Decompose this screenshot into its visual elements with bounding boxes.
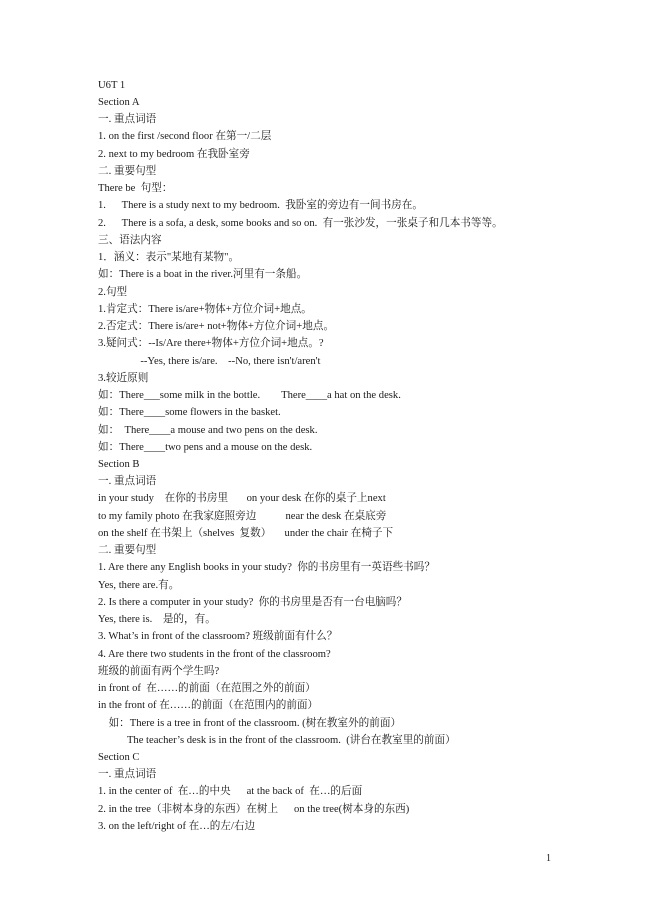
text-line: in your study 在你的书房里 on your desk 在你的桌子上next bbox=[98, 493, 386, 504]
text-line: 1. on the first /second floor 在第一/二层 bbox=[98, 131, 272, 142]
heading-grammar: 三、语法内容 bbox=[98, 235, 162, 246]
exercise-line: 如： There____a mouse and two pens on the desk. bbox=[98, 425, 318, 436]
section-c-heading: Section C bbox=[98, 752, 140, 763]
text-line: 如：There is a tree in front of the classroom. (树在教室外的前面） bbox=[98, 718, 402, 729]
text-line: 3.较近原则 bbox=[98, 373, 149, 384]
heading-key-words: 一. 重点词语 bbox=[98, 476, 157, 487]
page-number: 1 bbox=[546, 853, 551, 864]
text-line: to my family photo 在我家庭照旁边 near the desk 在桌底旁 bbox=[98, 511, 387, 522]
heading-key-sentences: 二. 重要句型 bbox=[98, 166, 157, 177]
text-line: 1. in the center of 在…的中央 at the back of 在…的后面 bbox=[98, 786, 363, 797]
text-line: 4. Are there two students in the front of the classroom? bbox=[98, 649, 331, 660]
heading-key-words: 一. 重点词语 bbox=[98, 114, 157, 125]
text-line: 3. What’s in front of the classroom? 班级前面有什么？ bbox=[98, 631, 338, 642]
text-line: --Yes, there is/are. --No, there isn't/aren't bbox=[98, 356, 321, 367]
text-line: 3. on the left/right of 在…的左/右边 bbox=[98, 821, 256, 832]
text-line: 班级的前面有两个学生吗? bbox=[98, 666, 220, 677]
text-line: 2. next to my bedroom 在我卧室旁 bbox=[98, 149, 250, 160]
section-b-heading: Section B bbox=[98, 459, 140, 470]
text-line: on the shelf 在书架上（shelves 复数） under the chair 在椅子下 bbox=[98, 528, 394, 539]
text-line: There be 句型： bbox=[98, 183, 173, 194]
text-line: in the front of 在……的前面（在范围内的前面） bbox=[98, 700, 319, 711]
exercise-line: 如：There___some milk in the bottle. There____a hat on the desk. bbox=[98, 390, 401, 401]
text-line: Yes, there is. 是的，有。 bbox=[98, 614, 216, 625]
text-line: 2.否定式：There is/are+ not+物体+方位介词+地点。 bbox=[98, 321, 335, 332]
text-line: 1．涵义：表示"某地有某物"。 bbox=[98, 252, 240, 263]
text-line: 1.肯定式：There is/are+物体+方位介词+地点。 bbox=[98, 304, 312, 315]
exercise-line: 如：There____some flowers in the basket. bbox=[98, 407, 281, 418]
heading-key-sentences: 二. 重要句型 bbox=[98, 545, 157, 556]
text-line: 1. Are there any English books in your study? 你的书房里有一英语些书吗？ bbox=[98, 562, 435, 573]
text-line: The teacher’s desk is in the front of the classroom. (讲台在教室里的前面） bbox=[98, 735, 456, 746]
text-line: 2. There is a sofa, a desk, some books and so on. 有一张沙发，一张桌子和几本书等等。 bbox=[98, 218, 503, 229]
text-line: Yes, there are.有。 bbox=[98, 580, 180, 591]
exercise-line: 如：There____two pens and a mouse on the desk. bbox=[98, 442, 313, 453]
text-line: 3.疑问式：--Is/Are there+物体+方位介词+地点。? bbox=[98, 338, 324, 349]
heading-key-words: 一. 重点词语 bbox=[98, 769, 157, 780]
section-a-heading: Section A bbox=[98, 97, 140, 108]
text-line: 如：There is a boat in the river.河里有一条船。 bbox=[98, 269, 308, 280]
text-line: 2.句型 bbox=[98, 287, 128, 298]
text-line: in front of 在……的前面（在范围之外的前面） bbox=[98, 683, 316, 694]
doc-title: U6T 1 bbox=[98, 80, 126, 91]
text-line: 1. There is a study next to my bedroom. 我卧室的旁边有一间书房在。 bbox=[98, 200, 423, 211]
text-line: 2. Is there a computer in your study? 你的书房里是否有一台电脑吗？ bbox=[98, 597, 407, 608]
text-line: 2. in the tree（非树本身的东西）在树上 on the tree(树本身的东西) bbox=[98, 804, 410, 815]
